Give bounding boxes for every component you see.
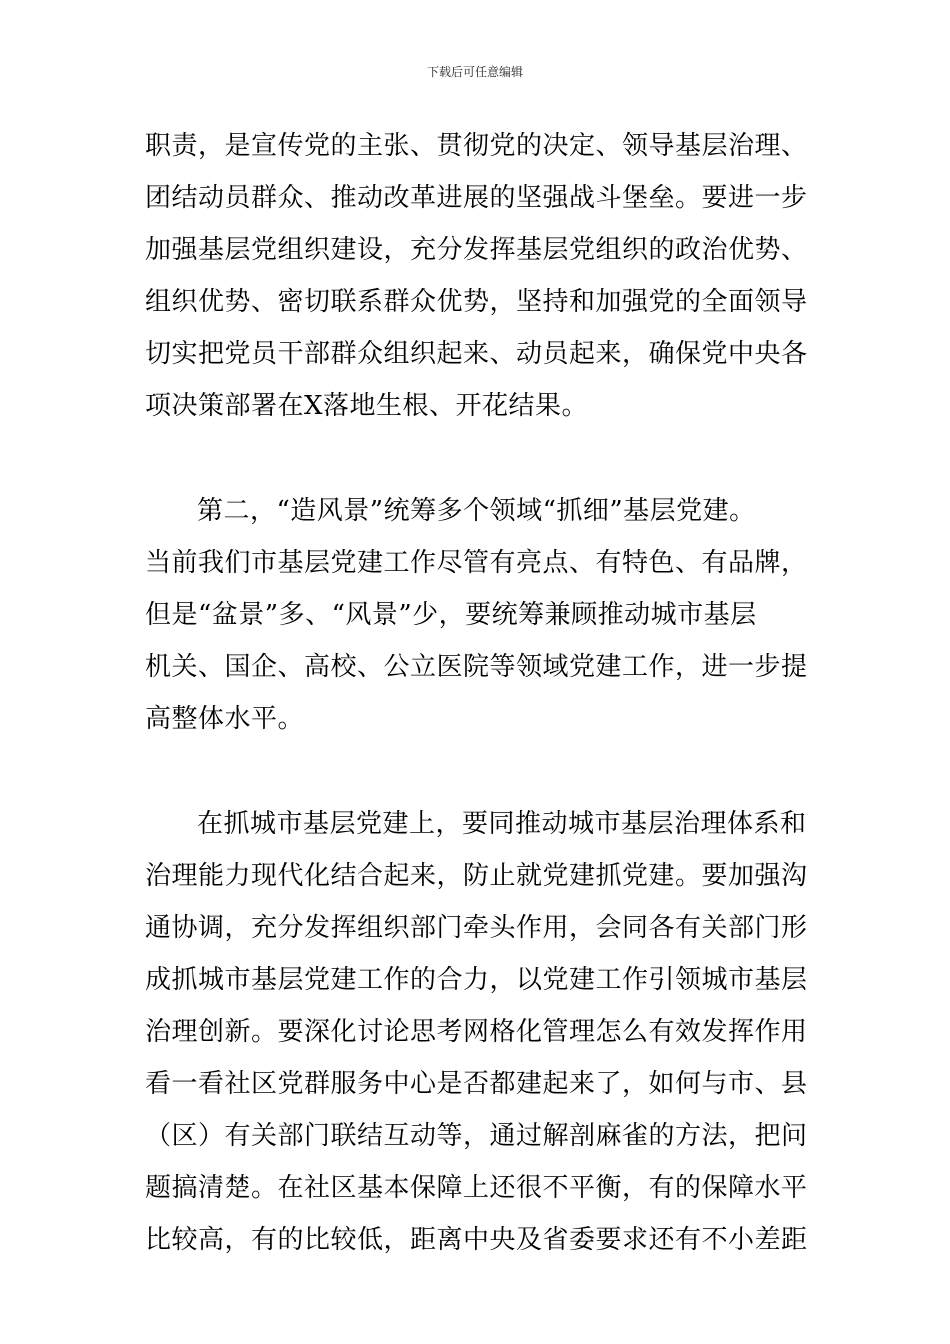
text-line: 第二，“造风景”统筹多个领域“抓细”基层党建。 — [197, 496, 756, 526]
paragraph-1 — [145, 120, 807, 432]
document-body — [145, 120, 807, 1266]
paragraph-gap — [145, 432, 807, 485]
text-line: 在抓城市基层党建上，要同推动城市基层治理体系和 — [197, 809, 807, 839]
text-line: 治理能力现代化结合起来，防止就党建抓党建。要加强沟 — [145, 861, 808, 891]
text-line: 组织优势、密切联系群众优势，坚持和加强党的全面领导 — [145, 287, 808, 317]
text-line: 成抓城市基层党建工作的合力，以党建工作引领城市基层 — [145, 965, 808, 995]
text-line: 职责，是宣传党的主张、贯彻党的决定、领导基层治理、 — [145, 131, 808, 161]
text-line: 但是“盆景”多、“风景”少，要统筹兼顾推动城市基层 — [145, 600, 757, 630]
text-line: 团结动员群众、推动改革进展的坚强战斗堡垒。要进一步 — [145, 183, 808, 213]
text-line: 加强基层党组织建设，充分发挥基层党组织的政治优势、 — [145, 235, 808, 265]
text-line: 切实把党员干部群众组织起来、动员起来，确保党中央各 — [145, 339, 808, 369]
text-line: 项决策部署在X落地生根、开花结果。 — [145, 391, 589, 421]
text-line: 治理创新。要深化讨论思考网格化管理怎么有效发挥作用 — [145, 1017, 808, 1047]
text-line: 比较高，有的比较低，距离中央及省委要求还有不小差距 — [145, 1225, 808, 1255]
page-header: 下载后可任意编辑 — [426, 65, 523, 79]
paragraph-3 — [145, 798, 807, 1266]
paragraph-gap — [145, 745, 807, 798]
text-line: 看一看社区党群服务中心是否都建起来了，如何与市、县 — [145, 1069, 808, 1099]
text-line: 高整体水平。 — [145, 704, 305, 734]
text-line: 当前我们市基层党建工作尽管有亮点、有特色、有品牌， — [145, 548, 808, 578]
text-line: 题搞清楚。在社区基本保障上还很不平衡，有的保障水平 — [145, 1173, 808, 1203]
text-line: 机关、国企、高校、公立医院等领域党建工作，进一步提 — [145, 652, 808, 682]
text-line: 通协调，充分发挥组织部门牵头作用，会同各有关部门形 — [145, 913, 808, 943]
text-line: （区）有关部门联结互动等，通过解剖麻雀的方法，把问 — [145, 1121, 808, 1151]
paragraph-2 — [145, 485, 807, 745]
